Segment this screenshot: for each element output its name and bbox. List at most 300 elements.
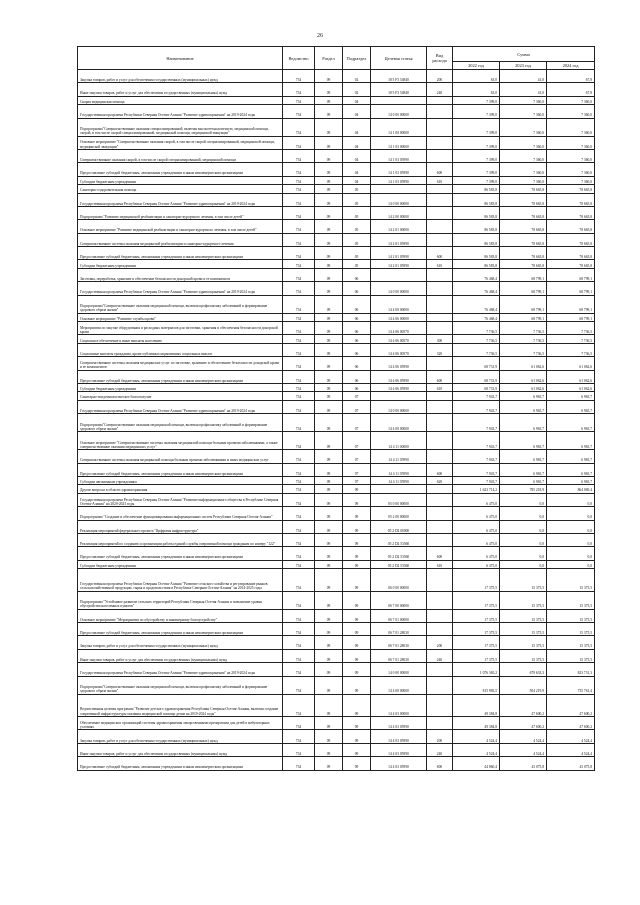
- row-amount-2024: 6 965,7: [547, 432, 595, 450]
- row-amount-2022: 7 943,7: [453, 450, 500, 463]
- row-podrazdel: 09: [343, 591, 371, 609]
- row-razdel: 09: [315, 743, 343, 756]
- row-name: Закупка товаров, работ и услуг для обеспечения государственных (муниципальных) нужд: [78, 730, 283, 743]
- row-expense-type: [427, 322, 453, 335]
- row-expense-type: 200: [427, 70, 453, 83]
- header-year-2024: 2024 год: [547, 62, 595, 70]
- row-target-article: 14 4 06 00570: [371, 335, 427, 343]
- row-razdel: 09: [315, 313, 343, 321]
- row-podrazdel: 09: [343, 533, 371, 546]
- table-row: [78, 233, 595, 246]
- row-name: Субсидии бюджетным учреждениям: [78, 260, 283, 268]
- row-amount-2024: 6 965,7: [547, 414, 595, 432]
- row-amount-2023: 7 736,5: [500, 343, 547, 356]
- table-row: [78, 622, 595, 635]
- row-amount-2022: 76 468,4: [453, 282, 500, 295]
- row-ved: 734: [283, 609, 315, 622]
- row-expense-type: 240: [427, 83, 453, 96]
- row-target-article: 14 0 00 00000: [371, 400, 427, 413]
- row-ved: 734: [283, 649, 315, 662]
- row-razdel: 09: [315, 622, 343, 635]
- row-ved: 734: [283, 694, 315, 717]
- row-amount-2023: 7 360,0: [500, 149, 547, 162]
- row-name: Подпрограмма "Развитие медицинской реабилитации и санаторно-курортного лечения, в том числе детей": [78, 206, 283, 219]
- row-amount-2024: 68 799,1: [547, 282, 595, 295]
- row-target-article: [371, 485, 427, 493]
- table-row: [78, 591, 595, 609]
- row-amount-2024: 78 665,8: [547, 233, 595, 246]
- row-expense-type: 300: [427, 335, 453, 343]
- row-razdel: 09: [315, 463, 343, 476]
- table-row: [78, 414, 595, 432]
- row-expense-type: [427, 663, 453, 676]
- row-podrazdel: 05: [343, 247, 371, 260]
- row-name: Государственная программа Республики Северная Осетия-Алания "Развитие сельского хозяйства и регулирование рынков сельскохозяйственной продукции, сырья и продовольствия в Республике Северная Осетия-Алания" на 2014-2025 годы: [78, 569, 283, 592]
- header-year-2023: 2023 год: [500, 62, 547, 70]
- row-amount-2024: 4 524,4: [547, 730, 595, 743]
- row-amount-2022: 7 399,0: [453, 163, 500, 176]
- table-row: [78, 743, 595, 756]
- row-amount-2022: 6 475,0: [453, 533, 500, 546]
- row-podrazdel: 02: [343, 83, 371, 96]
- row-razdel: 09: [315, 757, 343, 770]
- table-row: [78, 295, 595, 313]
- table-row: [78, 569, 595, 592]
- row-expense-type: [427, 432, 453, 450]
- row-amount-2024: 7 360,0: [547, 136, 595, 149]
- row-target-article: 14 4 11 00000: [371, 432, 427, 450]
- row-expense-type: [427, 268, 453, 281]
- row-ved: 734: [283, 717, 315, 730]
- row-ved: 734: [283, 268, 315, 281]
- row-expense-type: [427, 206, 453, 219]
- row-podrazdel: 05: [343, 220, 371, 233]
- table-row: [78, 392, 595, 400]
- row-ved: 734: [283, 493, 315, 506]
- row-amount-2023: 68 799,1: [500, 282, 547, 295]
- row-expense-type: [427, 694, 453, 717]
- row-expense-type: 200: [427, 730, 453, 743]
- row-podrazdel: 09: [343, 493, 371, 506]
- row-ved: 734: [283, 282, 315, 295]
- row-amount-2024: 78 665,8: [547, 220, 595, 233]
- table-row: [78, 560, 595, 568]
- row-amount-2023: 7 736,5: [500, 322, 547, 335]
- row-amount-2023: 504 219,9: [500, 676, 547, 694]
- row-target-article: 14 0 00 00000: [371, 105, 427, 118]
- row-target-article: 14 4 03 05990: [371, 757, 427, 770]
- row-razdel: 09: [315, 193, 343, 206]
- row-podrazdel: 06: [343, 313, 371, 321]
- table-row: [78, 83, 595, 96]
- row-name: Государственная программа Республики Северная Осетия-Алания "Развитие здравоохранения" на 2019-2024 годы: [78, 105, 283, 118]
- row-amount-2022: 68 731,9: [453, 370, 500, 383]
- row-amount-2024: 78 665,8: [547, 206, 595, 219]
- row-razdel: 09: [315, 220, 343, 233]
- row-name: Субсидии бюджетным учреждениям: [78, 176, 283, 184]
- row-amount-2023: 61 062,6: [500, 383, 547, 391]
- table-row: [78, 676, 595, 694]
- row-name: Ведомственная целевая программа "Развитие детского здравоохранения Республики Северная Осетия-Алания, включая создание современной инфраструктуры оказания медицинской помощи детям на 2019-2024 годы": [78, 694, 283, 717]
- row-amount-2023: 15 375,5: [500, 649, 547, 662]
- table-row: [78, 206, 595, 219]
- row-razdel: 09: [315, 569, 343, 592]
- row-amount-2022: 63,0: [453, 70, 500, 83]
- row-target-article: 14 2 00 00000: [371, 206, 427, 219]
- row-name: Государственная программа Республики Северная Осетия-Алания "Развитие здравоохранения" на 2019-2024 годы: [78, 400, 283, 413]
- row-amount-2024: 6 965,7: [547, 463, 595, 476]
- row-amount-2023: 15 375,5: [500, 609, 547, 622]
- row-target-article: 14 1 03 05990: [371, 149, 427, 162]
- row-ved: 734: [283, 392, 315, 400]
- row-amount-2023: 7 360,0: [500, 136, 547, 149]
- row-razdel: 09: [315, 149, 343, 162]
- row-amount-2022: 49 384,8: [453, 694, 500, 717]
- row-razdel: 09: [315, 96, 343, 104]
- table-row: [78, 400, 595, 413]
- row-expense-type: [427, 149, 453, 162]
- row-target-article: [371, 392, 427, 400]
- row-amount-2022: 17 375,5: [453, 649, 500, 662]
- row-amount-2024: 0,0: [547, 547, 595, 560]
- row-name: Закупка товаров, работ и услуг для обеспечения государственных (муниципальных) нужд: [78, 636, 283, 649]
- row-amount-2022: 7 943,7: [453, 432, 500, 450]
- row-target-article: 14 4 00 00000: [371, 295, 427, 313]
- row-amount-2023: 41,0: [500, 70, 547, 83]
- row-target-article: 06 7 01 28030: [371, 649, 427, 662]
- row-amount-2022: 7 399,0: [453, 118, 500, 136]
- row-target-article: 06 7 01 00000: [371, 609, 427, 622]
- row-amount-2024: 15 375,5: [547, 569, 595, 592]
- row-target-article: 18 5 F3 54840: [371, 83, 427, 96]
- row-ved: 734: [283, 414, 315, 432]
- row-amount-2023: 61 062,6: [500, 357, 547, 370]
- page-number: 26: [317, 33, 323, 39]
- table-row: [78, 185, 595, 193]
- row-podrazdel: 09: [343, 547, 371, 560]
- row-razdel: 09: [315, 370, 343, 383]
- row-amount-2023: 0,0: [500, 547, 547, 560]
- row-razdel: 09: [315, 450, 343, 463]
- table-row: [78, 450, 595, 463]
- row-target-article: 14 1 00 00000: [371, 118, 427, 136]
- row-razdel: 09: [315, 591, 343, 609]
- row-expense-type: [427, 392, 453, 400]
- row-amount-2024: 7 360,0: [547, 163, 595, 176]
- table-row: [78, 176, 595, 184]
- table-row: [78, 335, 595, 343]
- row-amount-2022: 6 475,0: [453, 520, 500, 533]
- row-amount-2024: 0,0: [547, 507, 595, 520]
- row-amount-2022: 6 475,0: [453, 560, 500, 568]
- table-row: [78, 609, 595, 622]
- row-target-article: 06 7 01 28030: [371, 622, 427, 635]
- row-amount-2024: 67,8: [547, 83, 595, 96]
- row-podrazdel: 09: [343, 485, 371, 493]
- table-row: [78, 322, 595, 335]
- row-amount-2023: 6 965,7: [500, 400, 547, 413]
- row-target-article: 14 1 03 00000: [371, 136, 427, 149]
- row-ved: 734: [283, 591, 315, 609]
- row-amount-2022: 7 399,0: [453, 105, 500, 118]
- row-podrazdel: 09: [343, 609, 371, 622]
- row-amount-2024: 6 965,7: [547, 392, 595, 400]
- table-row: [78, 118, 595, 136]
- row-amount-2022: 17 375,5: [453, 569, 500, 592]
- row-target-article: 14 4 06 05990: [371, 370, 427, 383]
- row-name: Субсидии автономным учреждениям: [78, 476, 283, 484]
- table-row: [78, 105, 595, 118]
- table-row: [78, 730, 595, 743]
- row-expense-type: 610: [427, 260, 453, 268]
- row-podrazdel: 06: [343, 357, 371, 370]
- table-row: [78, 757, 595, 770]
- table-row: [78, 547, 595, 560]
- header-podrazdel: Подраздел: [343, 47, 371, 70]
- row-name: Государственная программа Республики Северная Осетия-Алания "Развитие здравоохранения" на 2019-2024 годы: [78, 663, 283, 676]
- row-amount-2024: 15 375,5: [547, 609, 595, 622]
- row-target-article: 14 4 03 00000: [371, 694, 427, 717]
- row-name: Совершенствование системы оказания медицинской реабилитации и санаторно-курортного лечения: [78, 233, 283, 246]
- row-amount-2022: 6 475,0: [453, 507, 500, 520]
- row-amount-2024: 15 375,5: [547, 636, 595, 649]
- row-podrazdel: 07: [343, 432, 371, 450]
- row-podrazdel: 05: [343, 233, 371, 246]
- row-podrazdel: 07: [343, 392, 371, 400]
- row-target-article: 14 4 06 05990: [371, 383, 427, 391]
- row-podrazdel: 09: [343, 676, 371, 694]
- row-name: Социальные выплаты гражданам, кроме публичных нормативных социальных выплат: [78, 343, 283, 356]
- row-amount-2023: 15 375,5: [500, 636, 547, 649]
- row-amount-2024: 4 524,4: [547, 743, 595, 756]
- row-ved: 734: [283, 105, 315, 118]
- row-razdel: 09: [315, 185, 343, 193]
- row-amount-2024: 0,0: [547, 533, 595, 546]
- row-name: Предоставление субсидий бюджетным, автономным учреждениям и иным некоммерческим организациям: [78, 463, 283, 476]
- row-amount-2023: 6 965,7: [500, 463, 547, 476]
- table-row: [78, 533, 595, 546]
- row-amount-2023: 6 965,7: [500, 414, 547, 432]
- row-name: Социальное обеспечение и иные выплаты населению: [78, 335, 283, 343]
- row-amount-2022: 44 860,4: [453, 757, 500, 770]
- row-razdel: 09: [315, 663, 343, 676]
- row-razdel: 09: [315, 432, 343, 450]
- row-amount-2023: 61 062,6: [500, 370, 547, 383]
- row-amount-2022: 7 943,7: [453, 463, 500, 476]
- row-podrazdel: 05: [343, 193, 371, 206]
- row-razdel: 09: [315, 70, 343, 83]
- row-amount-2023: 68 799,1: [500, 268, 547, 281]
- row-name: Государственная программа Республики Северная Осетия-Алания "Развитие здравоохранения" на 2019-2024 годы: [78, 193, 283, 206]
- table-row: [78, 383, 595, 391]
- row-podrazdel: 04: [343, 176, 371, 184]
- row-ved: 734: [283, 622, 315, 635]
- row-razdel: 09: [315, 533, 343, 546]
- row-name: Обеспечение медицинских организаций системы здравоохранения лекарственными препаратами для детей в амбулаторных условиях: [78, 717, 283, 730]
- row-podrazdel: 09: [343, 757, 371, 770]
- row-target-article: 14 4 11 05990: [371, 463, 427, 476]
- row-amount-2023: 78 665,8: [500, 185, 547, 193]
- row-amount-2024: 7 360,0: [547, 105, 595, 118]
- row-amount-2024: 0,0: [547, 560, 595, 568]
- table-row: [78, 193, 595, 206]
- row-name: Иные закупки товаров, работ и услуг для обеспечения государственных (муниципальных) нужд: [78, 649, 283, 662]
- header-sum: Сумма: [453, 47, 595, 62]
- row-target-article: 14 4 11 05990: [371, 450, 427, 463]
- row-amount-2022: 7 736,5: [453, 343, 500, 356]
- row-razdel: 09: [315, 485, 343, 493]
- table-row: [78, 694, 595, 717]
- row-name: Подпрограмма"Совершенствование оказания специализированной, включая высокотехнологичную, медицинской помощи, скорой, в том числе скорой специализированной, медицинской помощи, медицинской эвакуации": [78, 118, 283, 136]
- row-name: Субсидии бюджетным учреждениям: [78, 383, 283, 391]
- row-amount-2023: 0,0: [500, 493, 547, 506]
- row-amount-2022: 68 731,9: [453, 357, 500, 370]
- row-amount-2024: 47 600,2: [547, 717, 595, 730]
- row-podrazdel: 06: [343, 282, 371, 295]
- row-podrazdel: 09: [343, 622, 371, 635]
- row-amount-2024: 43 075,8: [547, 757, 595, 770]
- row-amount-2023: 15 375,5: [500, 591, 547, 609]
- row-ved: 734: [283, 247, 315, 260]
- row-ved: 734: [283, 560, 315, 568]
- row-amount-2024: 6 965,7: [547, 476, 595, 484]
- row-podrazdel: 09: [343, 649, 371, 662]
- table-row: [78, 313, 595, 321]
- row-target-article: 14 2 01 05990: [371, 233, 427, 246]
- row-amount-2024: 823 731,3: [547, 663, 595, 676]
- row-podrazdel: 06: [343, 370, 371, 383]
- row-expense-type: [427, 233, 453, 246]
- row-amount-2023: 7 360,0: [500, 96, 547, 104]
- row-ved: 734: [283, 83, 315, 96]
- row-name: Предоставление субсидий бюджетным, автономным учреждениям и иным некоммерческим организациям: [78, 622, 283, 635]
- row-target-article: 18 5 F3 54840: [371, 70, 427, 83]
- row-ved: 734: [283, 383, 315, 391]
- header-expense-type: Вид расхода: [427, 47, 453, 70]
- row-razdel: 09: [315, 609, 343, 622]
- row-amount-2024: 15 375,5: [547, 622, 595, 635]
- row-expense-type: [427, 96, 453, 104]
- row-amount-2024: 15 375,5: [547, 649, 595, 662]
- row-expense-type: [427, 400, 453, 413]
- row-ved: 734: [283, 206, 315, 219]
- row-podrazdel: 06: [343, 335, 371, 343]
- row-amount-2024: 7 736,5: [547, 343, 595, 356]
- row-amount-2024: 7 736,5: [547, 322, 595, 335]
- row-amount-2024: 67,8: [547, 70, 595, 83]
- table-row: [78, 476, 595, 484]
- row-ved: 734: [283, 663, 315, 676]
- table-row: [78, 717, 595, 730]
- row-expense-type: [427, 357, 453, 370]
- row-podrazdel: 04: [343, 118, 371, 136]
- table-row: [78, 282, 595, 295]
- row-amount-2024: 7 360,0: [547, 96, 595, 104]
- row-razdel: 09: [315, 176, 343, 184]
- row-target-article: 14 2 01 05990: [371, 260, 427, 268]
- row-target-article: 14 4 06 05990: [371, 357, 427, 370]
- row-expense-type: [427, 185, 453, 193]
- row-ved: 734: [283, 476, 315, 484]
- row-ved: 734: [283, 676, 315, 694]
- row-amount-2024: 61 062,6: [547, 357, 595, 370]
- row-expense-type: 610: [427, 560, 453, 568]
- row-podrazdel: 04: [343, 96, 371, 104]
- row-name: Субсидии бюджетным учреждениям: [78, 560, 283, 568]
- row-amount-2023: 68 799,1: [500, 313, 547, 321]
- row-name: Предоставление субсидий бюджетным, автономным учреждениям и иным некоммерческим организациям: [78, 757, 283, 770]
- row-ved: 734: [283, 322, 315, 335]
- row-razdel: 09: [315, 400, 343, 413]
- row-name: Государственная программа Республики Северная Осетия-Алания "Развитие здравоохранения" на 2019-2024 годы: [78, 282, 283, 295]
- row-razdel: 09: [315, 343, 343, 356]
- row-expense-type: 320: [427, 343, 453, 356]
- row-amount-2024: 6 965,7: [547, 400, 595, 413]
- row-target-article: 14 2 01 05990: [371, 247, 427, 260]
- row-amount-2024: 7 736,5: [547, 335, 595, 343]
- row-razdel: 09: [315, 392, 343, 400]
- row-expense-type: [427, 533, 453, 546]
- row-amount-2023: 15 375,5: [500, 569, 547, 592]
- row-ved: 734: [283, 220, 315, 233]
- header-name: Наименование: [78, 47, 283, 70]
- row-amount-2023: 41,0: [500, 83, 547, 96]
- row-razdel: 09: [315, 136, 343, 149]
- row-name: Другие вопросы в области здравоохранения: [78, 485, 283, 493]
- row-target-article: 14 0 00 00000: [371, 282, 427, 295]
- row-podrazdel: 09: [343, 663, 371, 676]
- row-expense-type: [427, 493, 453, 506]
- row-razdel: 09: [315, 560, 343, 568]
- row-ved: 734: [283, 432, 315, 450]
- row-expense-type: 200: [427, 636, 453, 649]
- row-ved: 734: [283, 185, 315, 193]
- row-amount-2022: 86 583,8: [453, 185, 500, 193]
- row-amount-2024: 47 600,2: [547, 694, 595, 717]
- table-row: [78, 247, 595, 260]
- row-target-article: 05 0 00 00000: [371, 493, 427, 506]
- row-expense-type: 240: [427, 743, 453, 756]
- row-amount-2023: 7 360,0: [500, 105, 547, 118]
- row-amount-2022: 7 736,5: [453, 322, 500, 335]
- row-expense-type: [427, 295, 453, 313]
- row-target-article: 05 2 D2 53560: [371, 547, 427, 560]
- row-razdel: 09: [315, 268, 343, 281]
- row-name: Совершенствование системы оказания медицинских услуг по заготовке, хранению и обеспечению безопасности донорской крови и ее компонентов: [78, 357, 283, 370]
- table-row: [78, 268, 595, 281]
- row-amount-2022: 7 399,0: [453, 136, 500, 149]
- row-name: Основное мероприятие "Совершенствование оказания скорой, в том числе скорой специализированной, медицинской помощи, медицинской эвакуации": [78, 136, 283, 149]
- row-amount-2024: 61 062,6: [547, 370, 595, 383]
- row-expense-type: [427, 220, 453, 233]
- row-ved: 734: [283, 520, 315, 533]
- row-target-article: 14 4 06 00000: [371, 313, 427, 321]
- row-amount-2022: 17 375,5: [453, 622, 500, 635]
- row-ved: 734: [283, 260, 315, 268]
- row-target-article: 14 4 03 05990: [371, 743, 427, 756]
- row-podrazdel: 04: [343, 163, 371, 176]
- row-ved: 734: [283, 533, 315, 546]
- header-ved: Ведомство: [283, 47, 315, 70]
- row-name: Подпрограмма"Совершенствование оказания медицинской помощи, включая профилактику заболеваний и формирование здорового образа жизни": [78, 414, 283, 432]
- row-ved: 734: [283, 743, 315, 756]
- row-amount-2024: 7 360,0: [547, 149, 595, 162]
- table-row: [78, 136, 595, 149]
- row-razdel: 09: [315, 547, 343, 560]
- row-target-article: 05 2 D2 53560: [371, 533, 427, 546]
- row-amount-2022: 86 583,8: [453, 260, 500, 268]
- row-razdel: 09: [315, 493, 343, 506]
